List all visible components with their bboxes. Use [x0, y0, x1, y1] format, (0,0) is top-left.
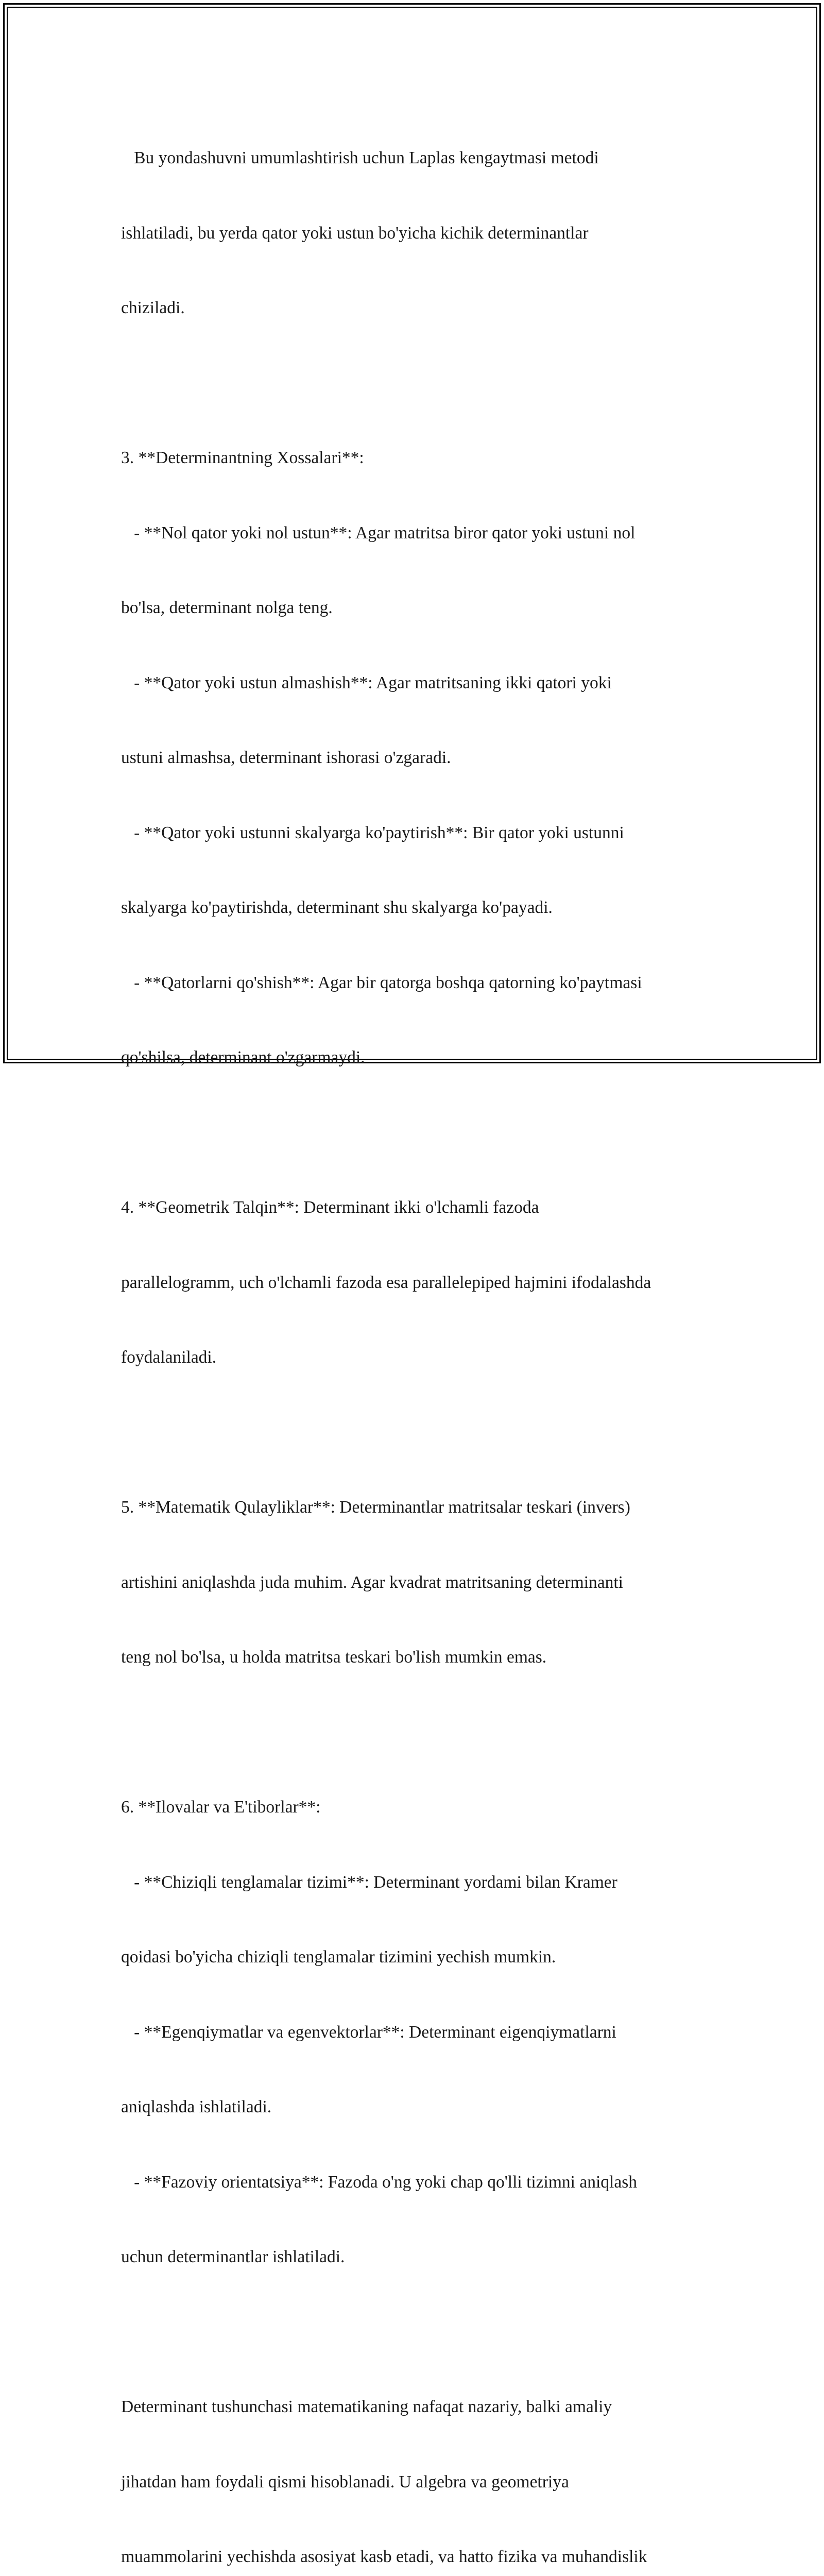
text-line: teng nol bo'lsa, u holda matritsa teskari bo'lish mumkin emas.: [121, 1648, 547, 1667]
text-line: parallelogramm, uch o'lchamli fazoda esa parallelepiped hajmini ifodalashda: [121, 1273, 651, 1292]
text-line: ishlatiladi, bu yerda qator yoki ustun bo'yicha kichik determinantlar: [121, 223, 589, 243]
conclusion-paragraph: [121, 2345, 713, 2576]
list-item-line: - **Nol qator yoki nol ustun**: Agar matritsa biror qator yoki ustuni nol: [121, 523, 636, 543]
section-6-applications: [121, 1745, 713, 2320]
list-item-line: - **Fazoviy orientatsiya**: Fazoda o'ng yoki chap qo'lli tizimni aniqlash: [121, 2172, 637, 2192]
document-body: [121, 96, 713, 2576]
list-item-line: aniqlashda ishlatiladi.: [121, 2097, 272, 2116]
section-heading: 6. **Ilovalar va E'tiborlar**:: [121, 1798, 321, 1817]
list-item-line: qoidasi bo'yicha chiziqli tenglamalar tizimini yechish mumkin.: [121, 1947, 556, 1967]
text-line: artishini aniqlashda juda muhim. Agar kvadrat matritsaning determinanti: [121, 1572, 623, 1592]
list-item-line: uchun determinantlar ishlatiladi.: [121, 2247, 345, 2266]
section-heading: 3. **Determinantning Xossalari**:: [121, 448, 364, 467]
paragraph-gap: [121, 1121, 713, 1146]
text-line: Bu yondashuvni umumlashtirish uchun Laplas kengaytmasi metodi: [121, 148, 599, 167]
section-5-math: [121, 1445, 713, 1720]
intro-paragraph: [121, 96, 713, 371]
list-item-line: - **Egenqiymatlar va egenvektorlar**: Determinant eigenqiymatlarni: [121, 2022, 616, 2042]
text-line: 4. **Geometrik Talqin**: Determinant ikki o'lchamli fazoda: [121, 1198, 539, 1217]
list-item-line: - **Qator yoki ustun almashish**: Agar matritsaning ikki qatori yoki: [121, 673, 612, 692]
paragraph-gap: [121, 1720, 713, 1745]
list-item-line: ustuni almashsa, determinant ishorasi o'zgaradi.: [121, 748, 451, 767]
section-4-geometric: [121, 1145, 713, 1420]
text-line: muammolarini yechishda asosiyat kasb etadi, va hatto fizika va muhandislik: [121, 2547, 647, 2566]
section-3-properties: [121, 396, 713, 1121]
list-item-line: - **Qatorlarni qo'shish**: Agar bir qatorga boshqa qatorning ko'paytmasi: [121, 973, 642, 992]
text-line: chiziladi.: [121, 298, 185, 317]
paragraph-gap: [121, 2320, 713, 2345]
text-line: jihatdan ham foydali qismi hisoblanadi. U algebra va geometriya: [121, 2472, 569, 2492]
paragraph-gap: [121, 371, 713, 396]
list-item-line: - **Chiziqli tenglamalar tizimi**: Determinant yordami bilan Kramer: [121, 1872, 617, 1892]
list-item-line: qo'shilsa, determinant o'zgarmaydi.: [121, 1048, 365, 1067]
list-item-line: - **Qator yoki ustunni skalyarga ko'paytirish**: Bir qator yoki ustunni: [121, 823, 624, 842]
paragraph-gap: [121, 1420, 713, 1446]
list-item-line: bo'lsa, determinant nolga teng.: [121, 598, 333, 617]
text-line: 5. **Matematik Qulayliklar**: Determinantlar matritsalar teskari (invers): [121, 1498, 630, 1517]
text-line: foydalaniladi.: [121, 1348, 217, 1367]
list-item-line: skalyarga ko'paytirishda, determinant shu skalyarga ko'payadi.: [121, 898, 553, 917]
text-line: Determinant tushunchasi matematikaning nafaqat nazariy, balki amaliy: [121, 2397, 612, 2416]
